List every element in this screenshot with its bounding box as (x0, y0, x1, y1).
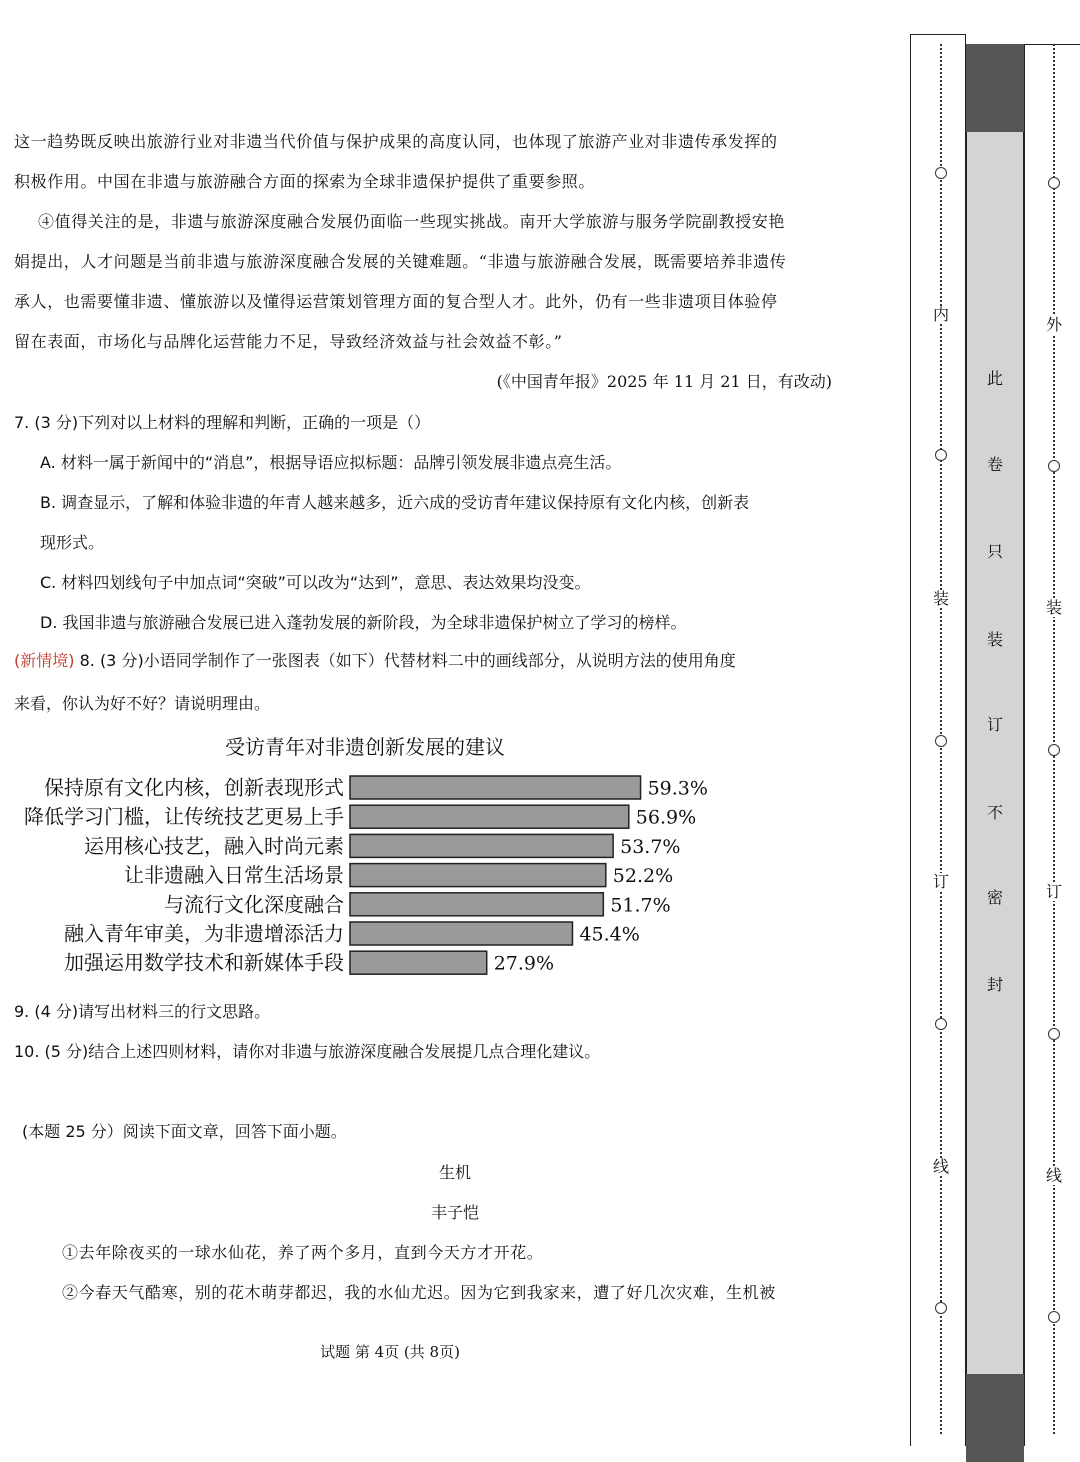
bar (350, 951, 487, 974)
category-label: 保持原有文化内核，创新表现形式 (44, 775, 344, 800)
seal-strip (966, 44, 1024, 1446)
seal-char: 订 (986, 715, 1003, 734)
article-line-6: 留在表面，市场化与品牌化运营能力不足，导致经济效益与社会效益不彰。” (14, 332, 563, 351)
article-line-2: 积极作用。中国在非遗与旅游融合方面的探索为全球非遗保护提供了重要参照。 (14, 172, 596, 191)
article-line-5: 承人，也需要懂非遗、懂旅游以及懂得运营策划管理方面的复合型人才。此外，仍有一些非遗项目体验停 (14, 292, 778, 311)
seal-strip-top-band (966, 44, 1024, 132)
reading-title: 生机 (438, 1163, 471, 1182)
article-line-1: 这一趋势既反映出旅游行业对非遗当代价值与保护成果的高度认同，也体现了旅游产业对非遗传承发挥的 (14, 132, 778, 151)
seal-char: 卷 (986, 455, 1003, 474)
q7-option-b-cont: 现形式。 (40, 533, 105, 552)
inner-label: 内 (932, 305, 949, 324)
bar (350, 834, 613, 857)
seal-char: 此 (986, 369, 1003, 388)
outer-label: 装 (1045, 598, 1062, 617)
q8-stem (14, 641, 736, 681)
value-label: 59.3% (647, 777, 708, 800)
q9-stem: 9. (4 分)请写出材料三的行文思路。 (14, 1002, 271, 1021)
outer-label: 外 (1045, 315, 1062, 334)
article-line-4: 娟提出，人才问题是当前非遗与旅游深度融合发展的关键难题。“非遗与旅游融合发展，既需要培养非遗传 (14, 252, 787, 271)
binding-hole-icon (935, 449, 947, 461)
binding-hole-icon (935, 167, 947, 179)
category-label: 降低学习门槛，让传统技艺更易上手 (24, 804, 344, 829)
q7-option-d: D. 我国非遗与旅游融合发展已进入蓬勃发展的新阶段，为全球非遗保护树立了学习的榜样。 (40, 613, 687, 632)
binding-hole-icon (1048, 1311, 1060, 1323)
category-label: 加强运用数学技术和新媒体手段 (64, 950, 344, 975)
inner-label: 线 (932, 1157, 949, 1176)
bar (350, 776, 641, 799)
value-label: 51.7% (610, 894, 671, 917)
new-context-tag: (新情境) (14, 651, 75, 670)
q7-option-a: A. 材料一属于新闻中的“消息”，根据导语应拟标题：品牌引领发展非遗点亮生活。 (40, 453, 622, 472)
q7-option-c: C. 材料四划线句子中加点词“突破”可以改为“达到”，意思、表达效果均没变。 (40, 573, 591, 592)
article-line-3: ④值得关注的是，非遗与旅游深度融合发展仍面临一些现实挑战。南开大学旅游与服务学院副教授安艳 (38, 212, 786, 231)
page-footer: 试题 第 4页 (共 8页) (320, 1343, 460, 1361)
seal-char: 不 (986, 803, 1003, 822)
chart-title: 受访青年对非遗创新发展的建议 (225, 735, 505, 759)
outer-dotted-line (1053, 44, 1055, 1434)
seal-char: 装 (986, 630, 1003, 649)
seal-char: 只 (986, 542, 1003, 561)
q10-stem: 10. (5 分)结合上述四则材料，请你对非遗与旅游深度融合发展提几点合理化建议。 (14, 1042, 601, 1061)
category-label: 融入青年审美，为非遗增添活力 (64, 921, 344, 946)
seal-char: 封 (986, 975, 1003, 994)
value-label: 53.7% (620, 835, 681, 858)
value-label: 27.9% (493, 952, 555, 975)
outer-label: 线 (1045, 1166, 1062, 1185)
seal-strip-bottom-band (966, 1374, 1024, 1462)
binding-hole-icon (1048, 177, 1060, 189)
binding-hole-icon (1048, 460, 1060, 472)
reading-paragraph-1: ①去年除夜买的一球水仙花，养了两个多月，直到今天方才开花。 (62, 1243, 544, 1262)
q8-stem-cont: 来看，你认为好不好？请说明理由。 (14, 694, 271, 713)
value-label: 52.2% (612, 865, 674, 888)
binding-hole-icon (935, 1302, 947, 1314)
category-label: 与流行文化深度融合 (164, 892, 344, 917)
category-label: 运用核心技艺，融入时尚元素 (84, 833, 344, 858)
bar (350, 864, 606, 887)
binding-hole-icon (935, 735, 947, 747)
reading-author: 丰子恺 (430, 1203, 479, 1222)
seal-char: 密 (986, 888, 1003, 907)
inner-label: 装 (932, 589, 949, 608)
bar (350, 893, 603, 916)
value-label: 45.4% (579, 923, 640, 946)
category-label: 让非遗融入日常生活场景 (124, 863, 344, 888)
bar (350, 922, 572, 945)
reading-paragraph-2: ②今春天气酷寒，别的花木萌芽都迟，我的水仙尤迟。因为它到我家来，遭了好几次灾难，生机被 (62, 1283, 776, 1302)
q8-stem-text: 8. (3 分)小语同学制作了一张图表（如下）代替材料二中的画线部分，从说明方法的使用角度 (74, 651, 736, 670)
article-source: (《中国青年报》2025 年 11 月 21 日，有改动) (496, 372, 832, 391)
binding-hole-icon (935, 1018, 947, 1030)
bar-chart (0, 770, 760, 985)
inner-label: 订 (932, 872, 949, 891)
bar (350, 805, 629, 828)
binding-hole-icon (1048, 744, 1060, 756)
q7-stem: 7. (3 分)下列对以上材料的理解和判断，正确的一项是（） (14, 413, 431, 432)
reading-intro: (本题 25 分）阅读下面文章，回答下面小题。 (22, 1122, 347, 1141)
q7-option-b: B. 调查显示，了解和体验非遗的年青人越来越多，近六成的受访青年建议保持原有文化内核，创新表 (40, 493, 750, 512)
binding-hole-icon (1048, 1028, 1060, 1040)
value-label: 56.9% (635, 806, 697, 829)
outer-label: 订 (1045, 882, 1062, 901)
